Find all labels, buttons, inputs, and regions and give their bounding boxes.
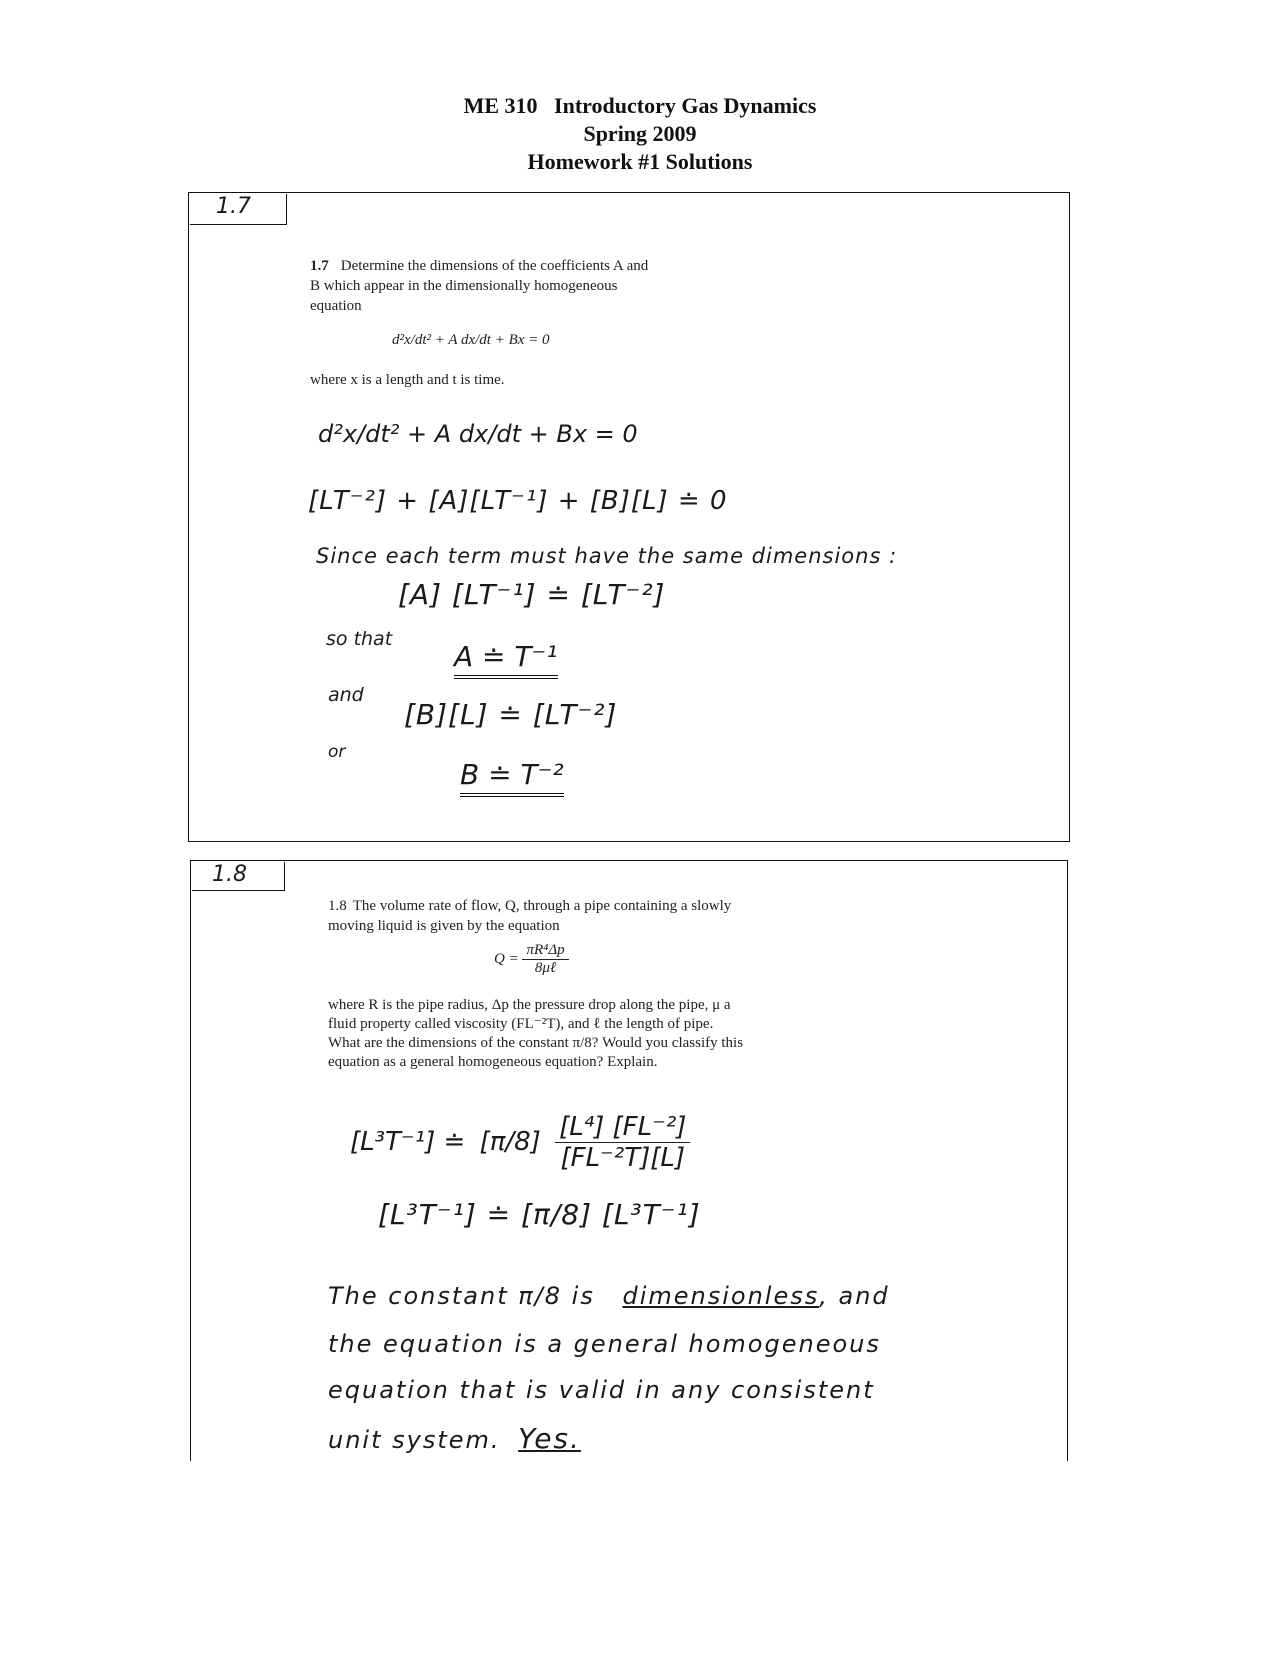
hand-dimension-equation-2: [L³T⁻¹] ≐ [π/8] [L³T⁻¹] — [378, 1198, 701, 1231]
hand-equation-1: d²x/dt² + A dx/dt + Bx = 0 — [318, 420, 638, 448]
hand-and: and — [328, 684, 364, 706]
problem-1-8-explain: where R is the pipe radius, Δp the pressure drop along the pipe, μ a fluid property called viscosity (FL⁻²T), and ℓ the length of pipe. What are the dimensions of the constant π/8? Would you classify this equation as a general homogeneous equation? Explain. — [328, 997, 744, 1070]
term: Spring 2009 — [583, 121, 697, 146]
course-title: ME 310 Introductory Gas Dynamics — [463, 93, 817, 118]
doc-title: Homework #1 Solutions — [527, 149, 753, 174]
problem-1-7-tab-label: 1.7 — [216, 194, 251, 219]
flow-eq-lhs: Q = — [494, 950, 519, 967]
h1-lhs: [L³T⁻¹] ≐ — [350, 1127, 466, 1157]
conclusion-line-1 — [328, 1282, 890, 1310]
conclusion-yes: Yes. — [518, 1422, 581, 1455]
problem-1-7-statement — [310, 256, 660, 316]
h1-fraction — [555, 1112, 690, 1173]
hand-equation-4: [A] [LT⁻¹] ≐ [LT⁻²] — [398, 578, 666, 611]
conclusion-unit-system: unit system. — [328, 1426, 501, 1454]
result-b: B ≐ T⁻² — [460, 758, 564, 797]
result-a: A ≐ T⁻¹ — [454, 640, 558, 679]
hand-dimension-equation-1 — [350, 1112, 690, 1173]
conclusion-b: , and — [819, 1282, 890, 1310]
hand-or: or — [328, 742, 346, 762]
hand-since-line: Since each term must have the same dimensions : — [316, 544, 898, 568]
flow-eq-fraction — [522, 942, 568, 977]
document-header — [0, 92, 1280, 176]
problem-1-8-statement — [328, 896, 748, 936]
hand-equation-2: [LT⁻²] + [A][LT⁻¹] + [B][L] ≐ 0 — [308, 486, 728, 516]
statement-text-1-8: The volume rate of flow, Q, through a pipe containing a slowly moving liquid is given by the equation — [328, 898, 732, 934]
h1-const: [π/8] — [479, 1127, 541, 1157]
statement-text: Determine the dimensions of the coefficients A and B which appear in the dimensionally homogeneous equation — [310, 258, 649, 314]
problem-1-7-tab — [190, 194, 287, 225]
printed-equation: d²x/dt² + A dx/dt + Bx = 0 — [392, 332, 550, 348]
h1-num: [L⁴] [FL⁻²] — [555, 1112, 690, 1143]
problem-1-8-tab — [192, 862, 285, 891]
conclusion-line-4 — [328, 1422, 581, 1455]
statement-number: 1.7 — [310, 258, 329, 274]
where-line: where x is a length and t is time. — [310, 372, 505, 388]
problem-1-8-tab-label: 1.8 — [212, 862, 247, 887]
flow-equation — [494, 942, 569, 977]
hand-equation-6: [B][L] ≐ [LT⁻²] — [404, 698, 618, 731]
h1-den: [FL⁻²T][L] — [560, 1143, 685, 1173]
conclusion-dimensionless: dimensionless — [622, 1282, 820, 1310]
conclusion-line-2: the equation is a general homogeneous — [328, 1330, 881, 1358]
conclusion-a: The constant π/8 is — [328, 1282, 595, 1310]
hand-so-that: so that — [326, 628, 393, 650]
flow-eq-den: 8μℓ — [534, 960, 557, 976]
statement-number-1-8: 1.8 — [328, 898, 347, 914]
conclusion-line-3: equation that is valid in any consistent — [328, 1376, 875, 1404]
flow-eq-num: πR⁴Δp — [522, 942, 568, 960]
